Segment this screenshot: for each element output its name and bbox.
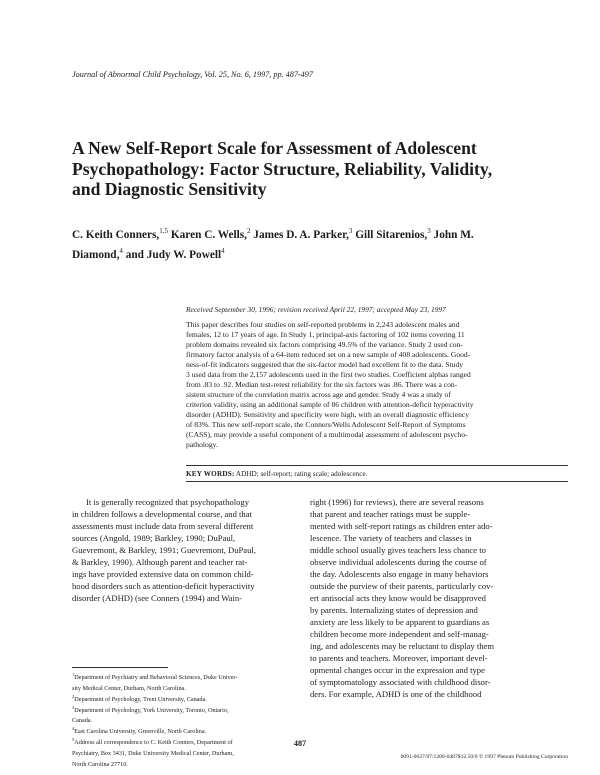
abstract-line: of 83%. This new self-report scale, the Conners/Wells Adolescent Self-Report of Symptoms (186, 420, 466, 429)
author-name: C. Keith Conners, (72, 228, 160, 241)
author-affiliation: 1,5 (159, 227, 168, 235)
footnote-marker: 3 (72, 704, 75, 710)
footnote-marker: 2 (72, 693, 75, 699)
body-column-left (72, 496, 302, 604)
keywords-text: ADHD; self-report; rating scale; adolescence. (234, 470, 368, 478)
footnote-text: Department of Psychiatry and Behavioral Sciences, Duke Univer- (74, 674, 238, 682)
author-affiliation: 4 (119, 246, 123, 255)
body-line: in children follows a developmental course, and that (72, 509, 252, 519)
body-line: ert antisocial acts they know would be disapproved (310, 593, 486, 603)
page-number: 487 (293, 739, 307, 748)
footnote-marker: 4 (72, 726, 75, 732)
keywords (186, 469, 568, 479)
footnote-line (72, 747, 308, 758)
footnote-line (72, 714, 308, 725)
footnote-line (72, 758, 308, 769)
body-line: that parent and teacher ratings must be supple- (310, 509, 471, 519)
abstract-line: firmatory factor analysis of a 64-item reduced set on a new sample of 408 adolescents. Good- (186, 350, 471, 359)
author-name: Diamond, (72, 248, 120, 261)
author-affiliation: 3 (348, 227, 353, 235)
footnote-text: Department of Psychology, Trent University, Canada. (74, 695, 207, 703)
abstract-line: 3 used data from the 2,157 adolescents used in the first two studies. Coefficient alphas ranged (186, 370, 471, 379)
author-list (72, 223, 552, 263)
body-line: children become more independent and self-manag- (310, 629, 489, 639)
footnote-rule (72, 667, 168, 668)
keywords-label: KEY WORDS: (186, 470, 235, 478)
footnote-line (72, 671, 308, 682)
abstract-line: sistent structure of the correlation matrix across age and gender. Study 4 was a study of (186, 390, 451, 399)
abstract-line: from .83 to .92. Median test-retest reliability for the six factors was .86. There was a con- (186, 380, 458, 389)
author-affiliation: 3 (427, 227, 431, 235)
body-line: ders. For example, ADHD is one of the childhood (310, 689, 482, 699)
body-line: ings have provided extensive data on common child- (72, 569, 254, 579)
footnote-marker: 1 (72, 672, 75, 677)
author-name: Karen C. Wells, (168, 228, 247, 241)
title-line: A New Self-Report Scale for Assessment of Adolescent (72, 138, 477, 158)
author-name: John M. (430, 228, 474, 241)
footnote-text: Address all correspondence to C. Keith Conners, Department of (74, 739, 233, 747)
body-line: sources (Angold, 1989; Barkley, 1990; DuPaul, (72, 533, 236, 543)
body-line: the day. Adolescents also engage in many behaviors (310, 569, 489, 579)
footnote-text: East Carolina University, Greenville, North Carolina. (74, 728, 207, 736)
body-line: assessments must include data from several different (72, 521, 254, 531)
footnote-line (72, 704, 308, 715)
abstract-line: This paper describes four studies on self-reported problems in 2,243 adolescent males and (186, 320, 460, 329)
abstract (186, 320, 568, 450)
body-line: anxiety are less likely to be apparent to guardians as (310, 617, 490, 627)
body-line: hood disorders such as attention-deficit hyperactivity (72, 581, 255, 591)
footnote-marker: 5 (72, 737, 75, 743)
body-line: & Barkley, 1990). Although parent and teacher rat- (72, 557, 248, 567)
footnote-text: sity Medical Center, Durham, North Carolina. (72, 684, 186, 692)
author-name: and Judy W. Powell (122, 248, 222, 261)
abstract-line: pathology. (186, 440, 218, 449)
abstract-line: females, 12 to 17 years of age. In Study 1, principal-axis factoring of 102 items covering 11 (186, 330, 465, 339)
body-line: to parents and teachers. Moreover, important devel- (310, 653, 488, 663)
abstract-line: ness-of-fit indicators suggested that the six-factor model had excellent fit to the data. Study (186, 360, 464, 369)
body-column-right (310, 496, 540, 700)
title-line: and Diagnostic Sensitivity (72, 179, 267, 199)
footnote-text: Canada. (72, 717, 93, 725)
abstract-line: disorder (ADHD). Sensitivity and specificity were high, with an overall diagnostic efficiency (186, 410, 470, 419)
keywords-rule-bottom (186, 481, 568, 482)
title-line: Psychopathology: Factor Structure, Reliability, Validity, (72, 158, 493, 179)
footnote-line (72, 693, 308, 704)
body-line: ing, and adolescents may be reluctant to display them (310, 641, 494, 651)
received-dates: Received September 30, 1996; revision received April 22, 1997; accepted May 23, 1997 (186, 305, 446, 314)
body-line: right (1996) for reviews), there are several reasons (310, 497, 484, 507)
author-line-2 (72, 243, 552, 263)
copyright-line: 0091-0627/97/1200-0487$12.50/0 © 1997 Plenum Publishing Corporation (400, 754, 568, 760)
body-line: observe individual adolescents during the course of (310, 557, 487, 567)
abstract-line: (CASS), may provide a useful component of a multimodal assessment of adolescent psycho- (186, 430, 468, 439)
footnotes (72, 671, 308, 769)
body-line: disorder (ADHD) (see Conners (1994) and Wain- (72, 593, 243, 603)
body-line: middle school usually gives teachers less chance to (310, 545, 486, 555)
author-affiliation: 2 (246, 227, 251, 235)
body-line: by parents. Internalizing states of depression and (310, 605, 478, 615)
body-line: lescence. The variety of teachers and classes in (310, 533, 472, 543)
body-line: opmental changes occur in the expression and type (310, 665, 485, 675)
footnote-line (72, 725, 308, 736)
body-line: Guevremont, & Barkley, 1991; Guevremont, DuPaul, (72, 545, 256, 555)
footnote-text: North Carolina 27710. (72, 760, 128, 768)
footnote-line (72, 682, 308, 693)
abstract-line: problem domains revealed six factors comprising 49.5% of the variance. Study 2 used con- (186, 340, 463, 349)
body-line: outside the purview of their parents, particularly cov- (310, 581, 494, 591)
author-name: Gill Sitarenios, (352, 228, 428, 241)
author-line-1 (72, 223, 552, 243)
journal-citation: Journal of Abnormal Child Psychology, Vol. 25, No. 6, 1997, pp. 487-497 (72, 70, 313, 79)
footnote-text: Department of Psychology, York University, Toronto, Ontario, (74, 706, 229, 714)
body-line: It is generally recognized that psychopathology (86, 497, 249, 507)
body-line: of symptomatology associated with childhood disor- (310, 677, 491, 687)
author-name: James D. A. Parker, (250, 228, 349, 241)
body-line: mented with self-report ratings as children enter ado- (310, 521, 493, 531)
abstract-line: criterion validity, using an additional sample of 86 children with attention-deficit hyperactivity (186, 400, 474, 409)
author-affiliation: 4 (221, 246, 225, 255)
keywords-rule-top (186, 465, 568, 466)
footnote-text: Psychiatry, Box 3431, Duke University Medical Center, Durham, (72, 750, 234, 758)
paper-title (72, 138, 552, 200)
